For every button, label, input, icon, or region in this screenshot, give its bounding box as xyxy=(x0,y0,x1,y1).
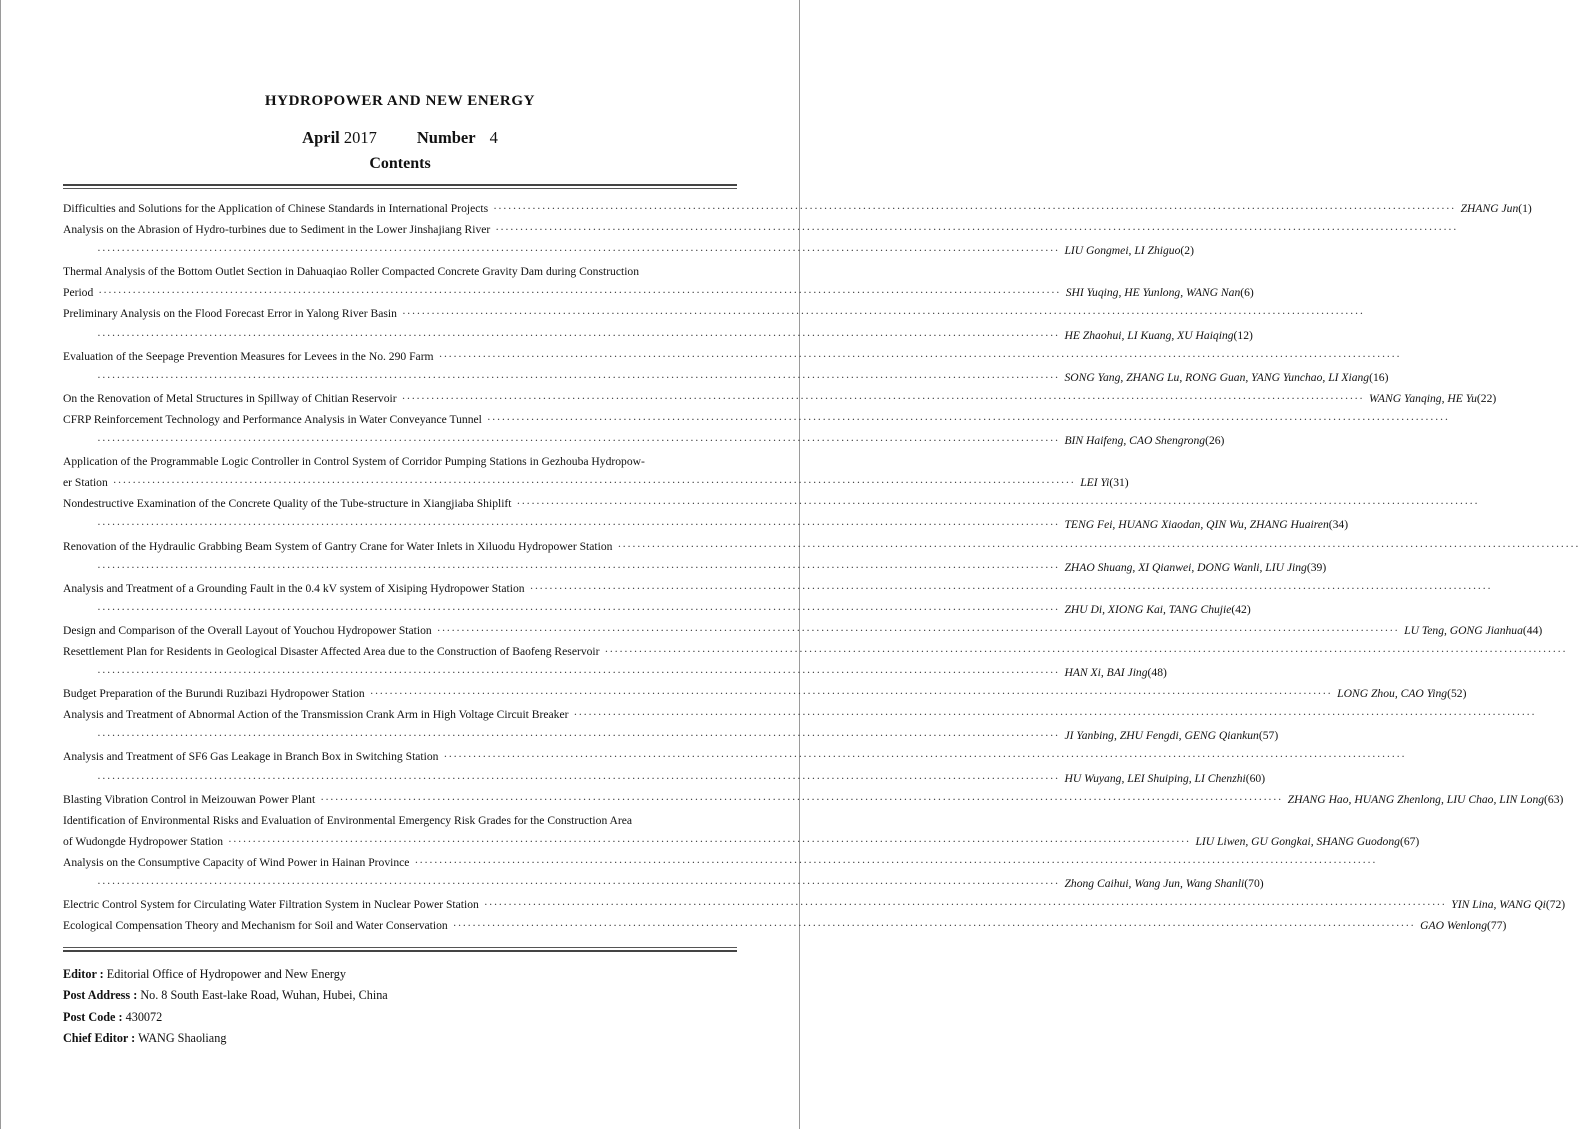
toc-entry xyxy=(63,704,1279,746)
toc-line xyxy=(63,852,737,873)
toc-authors: WANG Yanqing, HE Yu xyxy=(1369,391,1477,405)
dot-leader xyxy=(617,536,1579,557)
toc-line xyxy=(63,894,1566,915)
bottom-rule-thick xyxy=(63,950,737,952)
dot-leader xyxy=(530,578,1492,599)
contents-heading: Contents xyxy=(369,155,431,172)
dot-leader xyxy=(97,557,1059,578)
toc-page-number: (22) xyxy=(1476,391,1497,405)
toc-entry xyxy=(63,198,1532,219)
toc-line xyxy=(63,472,1129,493)
toc-authors: GAO Wenlong xyxy=(1420,919,1488,933)
dot-leader xyxy=(370,683,1332,704)
dot-leader xyxy=(228,831,1190,852)
toc-line xyxy=(63,578,737,599)
toc-page-number: (72) xyxy=(1545,898,1566,912)
dot-leader xyxy=(487,409,1449,430)
toc-page-number: (42) xyxy=(1231,602,1251,616)
toc-page-number: (57) xyxy=(1258,729,1279,743)
toc-page-number: (26) xyxy=(1205,434,1225,448)
toc-authors: LIU Liwen, GU Gongkai, SHANG Guodong xyxy=(1195,834,1400,848)
dot-leader xyxy=(443,746,1405,767)
toc-entry xyxy=(63,451,1129,493)
dot-leader xyxy=(97,662,1059,683)
toc-title: Blasting Vibration Control in Meizouwan Power Plant xyxy=(63,792,316,806)
toc-title: Ecological Compensation Theory and Mechanism for Soil and Water Conservation xyxy=(63,919,448,933)
toc-title: Electric Control System for Circulating Water Filtration System in Nuclear Power Station xyxy=(63,898,479,912)
toc-title: Application of the Programmable Logic Controller in Control System of Corridor Pumping Stations in Gezhouba Hydropow- xyxy=(63,455,645,469)
toc-line xyxy=(63,282,1254,303)
dot-leader xyxy=(97,514,1059,535)
issue-number: 4 xyxy=(489,128,498,147)
toc-authors: ZHANG Jun xyxy=(1460,202,1519,215)
address-label: Post Address : xyxy=(63,988,138,1003)
toc-line xyxy=(63,388,1497,409)
toc-title-continuation: Period xyxy=(63,286,94,300)
toc-line xyxy=(63,873,1264,894)
toc-authors: LU Teng, GONG Jianhua xyxy=(1404,623,1523,637)
toc-entry xyxy=(63,641,1167,683)
toc-line xyxy=(63,599,1251,620)
masthead xyxy=(63,964,737,1049)
toc-page-number: (44) xyxy=(1522,623,1543,637)
toc-authors: LIU Gongmei, LI Zhiguo xyxy=(1064,244,1181,258)
toc-authors: ZHAO Shuang, XI Qianwei, DONG Wanli, LIU Jing xyxy=(1064,560,1307,574)
dot-leader xyxy=(573,704,1535,725)
dot-leader xyxy=(320,789,1282,810)
toc-title: Preliminary Analysis on the Flood Forecast Error in Yalong River Basin xyxy=(63,307,397,321)
toc-entry xyxy=(63,409,1225,451)
editor-line xyxy=(63,964,737,985)
toc-authors: HE Zhaohui, LI Kuang, XU Haiqing xyxy=(1064,328,1234,342)
toc-line xyxy=(63,683,1467,704)
toc-title: On the Renovation of Metal Structures in Spillway of Chitian Reservoir xyxy=(63,391,397,405)
dot-leader xyxy=(493,198,1455,219)
toc-entry xyxy=(63,346,1389,388)
toc-line xyxy=(63,346,737,367)
issue-year: 2017 xyxy=(343,128,377,147)
toc-title: Design and Comparison of the Overall Layout of Youchou Hydropower Station xyxy=(63,623,432,637)
editor-value: Editorial Office of Hydropower and New Energy xyxy=(106,967,346,981)
toc-line xyxy=(63,367,1389,388)
dot-leader xyxy=(98,282,1060,303)
toc-line xyxy=(63,325,1253,346)
toc-authors: ZHANG Hao, HUANG Zhenlong, LIU Chao, LIN Long xyxy=(1287,792,1545,806)
toc-line xyxy=(63,198,1532,219)
toc-page-number: (31) xyxy=(1109,476,1129,490)
toc-title: Analysis on the Consumptive Capacity of Wind Power in Hainan Province xyxy=(63,855,410,869)
toc-title-continuation: of Wudongde Hydropower Station xyxy=(63,834,223,848)
toc-entry xyxy=(63,894,1566,915)
toc-authors: LONG Zhou, CAO Ying xyxy=(1337,687,1448,701)
post-code-value: 430072 xyxy=(125,1009,163,1024)
toc-entry xyxy=(63,578,1251,620)
dot-leader xyxy=(439,346,1401,367)
toc-page-number: (2) xyxy=(1180,244,1194,258)
toc-page-number: (63) xyxy=(1544,792,1564,806)
toc-line xyxy=(63,915,1507,936)
dot-leader xyxy=(402,303,1364,324)
dot-leader xyxy=(414,852,1376,873)
top-rule-thick xyxy=(63,184,737,186)
dot-leader xyxy=(402,388,1364,409)
editor-label: Editor : xyxy=(63,967,104,981)
toc-line xyxy=(63,768,1266,789)
toc-authors: LEI Yi xyxy=(1080,476,1110,490)
dot-leader xyxy=(97,599,1059,620)
toc-entry xyxy=(63,620,1543,641)
toc-title: Analysis and Treatment of Abnormal Action of the Transmission Crank Arm in High Voltage Circuit Breaker xyxy=(63,708,569,722)
toc-line xyxy=(63,430,1225,451)
toc-authors: BIN Haifeng, CAO Shengrong xyxy=(1064,434,1206,448)
toc-line xyxy=(63,451,737,472)
dot-leader xyxy=(97,768,1059,789)
toc-line xyxy=(63,240,1194,261)
toc-page-number: (52) xyxy=(1447,687,1467,701)
toc-line xyxy=(63,662,1167,683)
toc-authors: SHI Yuqing, HE Yunlong, WANG Nan xyxy=(1065,286,1241,300)
toc-title: Analysis and Treatment of a Grounding Fault in the 0.4 kV system of Xisiping Hydropower Station xyxy=(63,581,525,595)
toc-line xyxy=(63,831,1420,852)
post-code-line xyxy=(63,1007,737,1028)
issue-line xyxy=(0,128,800,148)
toc-entry xyxy=(63,789,1564,810)
toc-title: Difficulties and Solutions for the Application of Chinese Standards in International Projects xyxy=(63,202,489,215)
top-rule-thin xyxy=(63,188,737,189)
toc-line xyxy=(63,493,737,514)
dot-leader xyxy=(97,725,1059,746)
dot-leader xyxy=(495,219,1457,240)
toc-line xyxy=(63,409,737,430)
toc-entry xyxy=(63,219,1194,261)
toc-entry xyxy=(63,810,1420,852)
toc-page-number: (70) xyxy=(1244,877,1264,890)
address-line xyxy=(63,985,737,1006)
toc-title: Identification of Environmental Risks and Evaluation of Environmental Emergency Risk Grades for the Construction Area xyxy=(63,813,633,827)
dot-leader xyxy=(97,367,1059,388)
table-of-contents xyxy=(63,198,1566,936)
toc-authors: SONG Yang, ZHANG Lu, RONG Guan, YANG Yunchao, LI Xiang xyxy=(1064,370,1370,384)
toc-page-number: (34) xyxy=(1328,518,1349,532)
toc-page-number: (16) xyxy=(1369,370,1389,384)
toc-line xyxy=(63,725,1279,746)
toc-page-number: (67) xyxy=(1399,834,1420,848)
chief-editor-label: Chief Editor : xyxy=(63,1030,136,1045)
toc-title: Analysis and Treatment of SF6 Gas Leakage in Branch Box in Switching Station xyxy=(63,750,439,764)
dot-leader xyxy=(484,894,1446,915)
toc-title: Budget Preparation of the Burundi Ruzibazi Hydropower Station xyxy=(63,687,365,701)
toc-entry xyxy=(63,915,1507,936)
toc-authors: Zhong Caihui, Wang Jun, Wang Shanli xyxy=(1064,877,1245,890)
toc-page-number: (39) xyxy=(1306,560,1327,574)
toc-entry xyxy=(63,493,1349,535)
toc-line xyxy=(63,219,737,240)
toc-entry xyxy=(63,303,1253,345)
dot-leader xyxy=(97,325,1059,346)
toc-line xyxy=(63,557,1327,578)
toc-authors: YIN Lina, WANG Qi xyxy=(1451,898,1546,912)
toc-line xyxy=(63,810,737,831)
chief-editor-value: WANG Shaoliang xyxy=(138,1030,227,1045)
toc-line xyxy=(63,746,737,767)
address-value: No. 8 South East-lake Road, Wuhan, Hubei, China xyxy=(140,988,388,1003)
toc-page-number: (1) xyxy=(1518,202,1532,215)
dot-leader xyxy=(97,873,1059,894)
toc-title: Evaluation of the Seepage Prevention Measures for Levees in the No. 290 Farm xyxy=(63,349,434,363)
toc-title: Nondestructive Examination of the Concrete Quality of the Tube-structure in Xiangjiaba Shiplift xyxy=(63,497,512,511)
journal-title: HYDROPOWER AND NEW ENERGY xyxy=(264,93,536,109)
toc-authors: JI Yanbing, ZHU Fengdi, GENG Qiankun xyxy=(1064,729,1259,743)
toc-line xyxy=(63,620,1543,641)
toc-entry xyxy=(63,261,1254,303)
issue-number-label: Number xyxy=(416,128,476,147)
toc-title-continuation: er Station xyxy=(63,476,108,490)
toc-title: CFRP Reinforcement Technology and Performance Analysis in Water Conveyance Tunnel xyxy=(63,412,482,426)
toc-line xyxy=(63,303,737,324)
dot-leader xyxy=(97,430,1059,451)
toc-authors: HAN Xi, BAI Jing xyxy=(1064,666,1148,680)
toc-page-number: (60) xyxy=(1245,771,1266,785)
toc-line xyxy=(63,536,737,557)
dot-leader xyxy=(437,620,1399,641)
dot-leader xyxy=(113,472,1075,493)
toc-title: Renovation of the Hydraulic Grabbing Beam System of Gantry Crane for Water Inlets in Xiluodu Hydropower Station xyxy=(63,539,613,553)
toc-line xyxy=(63,789,1564,810)
toc-page-number: (48) xyxy=(1147,666,1167,680)
toc-authors: HU Wuyang, LEI Shuiping, LI Chenzhi xyxy=(1064,771,1246,785)
dot-leader xyxy=(97,240,1059,261)
toc-entry xyxy=(63,852,1264,894)
dot-leader xyxy=(517,493,1479,514)
toc-line xyxy=(63,261,737,282)
chief-editor-line xyxy=(63,1028,737,1049)
toc-entry xyxy=(63,536,1327,578)
toc-line xyxy=(63,514,1349,535)
toc-line xyxy=(63,641,737,662)
bottom-rule-thin xyxy=(63,947,737,948)
issue-month: April xyxy=(302,128,340,147)
toc-entry xyxy=(63,388,1497,409)
toc-authors: TENG Fei, HUANG Xiaodan, QIN Wu, ZHANG Huairen xyxy=(1064,518,1329,532)
toc-page-number: (12) xyxy=(1233,328,1253,342)
toc-authors: ZHU Di, XIONG Kai, TANG Chujie xyxy=(1064,602,1232,616)
dot-leader xyxy=(453,915,1415,936)
toc-title: Analysis on the Abrasion of Hydro-turbines due to Sediment in the Lower Jinshajiang River xyxy=(63,223,491,237)
toc-page-number: (6) xyxy=(1240,286,1254,300)
toc-line xyxy=(63,704,737,725)
toc-entry xyxy=(63,683,1467,704)
toc-page-number: (77) xyxy=(1487,919,1507,933)
toc-entry xyxy=(63,746,1266,788)
toc-title: Thermal Analysis of the Bottom Outlet Section in Dahuaqiao Roller Compacted Concrete Gravity Dam during Construction xyxy=(63,265,640,279)
post-code-label: Post Code : xyxy=(63,1009,123,1024)
dot-leader xyxy=(605,641,1567,662)
toc-title: Resettlement Plan for Residents in Geological Disaster Affected Area due to the Construction of Baofeng Reservoir xyxy=(63,644,600,658)
